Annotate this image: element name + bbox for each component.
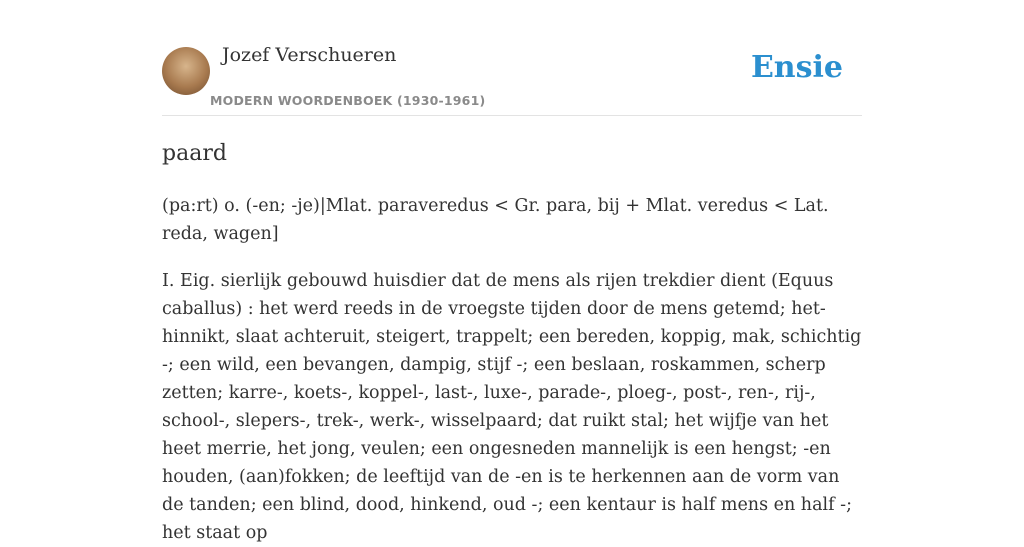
entry-headword: paard — [162, 141, 227, 166]
entry-etymology: (pa:rt) o. (-en; -je)|Mlat. paraveredus < Gr. para, bij + Mlat. veredus < Lat. reda, wagen] — [162, 196, 829, 244]
ensie-logo[interactable]: Ensie — [750, 50, 843, 85]
entry-header — [162, 0, 862, 116]
author-avatar[interactable] — [162, 47, 210, 95]
source-dictionary[interactable]: MODERN WOORDENBOEK (1930-1961) — [210, 93, 486, 108]
entry-content — [162, 138, 862, 547]
author-name[interactable]: Jozef Verschueren — [222, 44, 397, 66]
entry-definition: I. Eig. sierlijk gebouwd huisdier dat de mens als rijen trekdier dient (Equus caballus) : het werd reeds in de vroegste tijden door de mens getemd; het-hinnikt, slaat achteruit, steigert, trappelt; een bereden, koppig, mak, schichtig -; een wild, een bevangen, dampig, stijf -; een beslaan, roskammen, scherp zetten; karre-, koets-, koppel-, last-, luxe-, parade-, ploeg-, post-, ren-, rij-, school-, slepers-, trek-, werk-, wisselpaard; dat ruikt stal; het wijfje van het heet merrie, het jong, veulen; een ongesneden mannelijk is een hengst; -en houden, (aan)fokken; de leeftijd van de -en is te herkennen aan de vorm van de tanden; een blind, dood, hinkend, oud -; een kentaur is half mens en half -; het staat op — [162, 271, 862, 543]
